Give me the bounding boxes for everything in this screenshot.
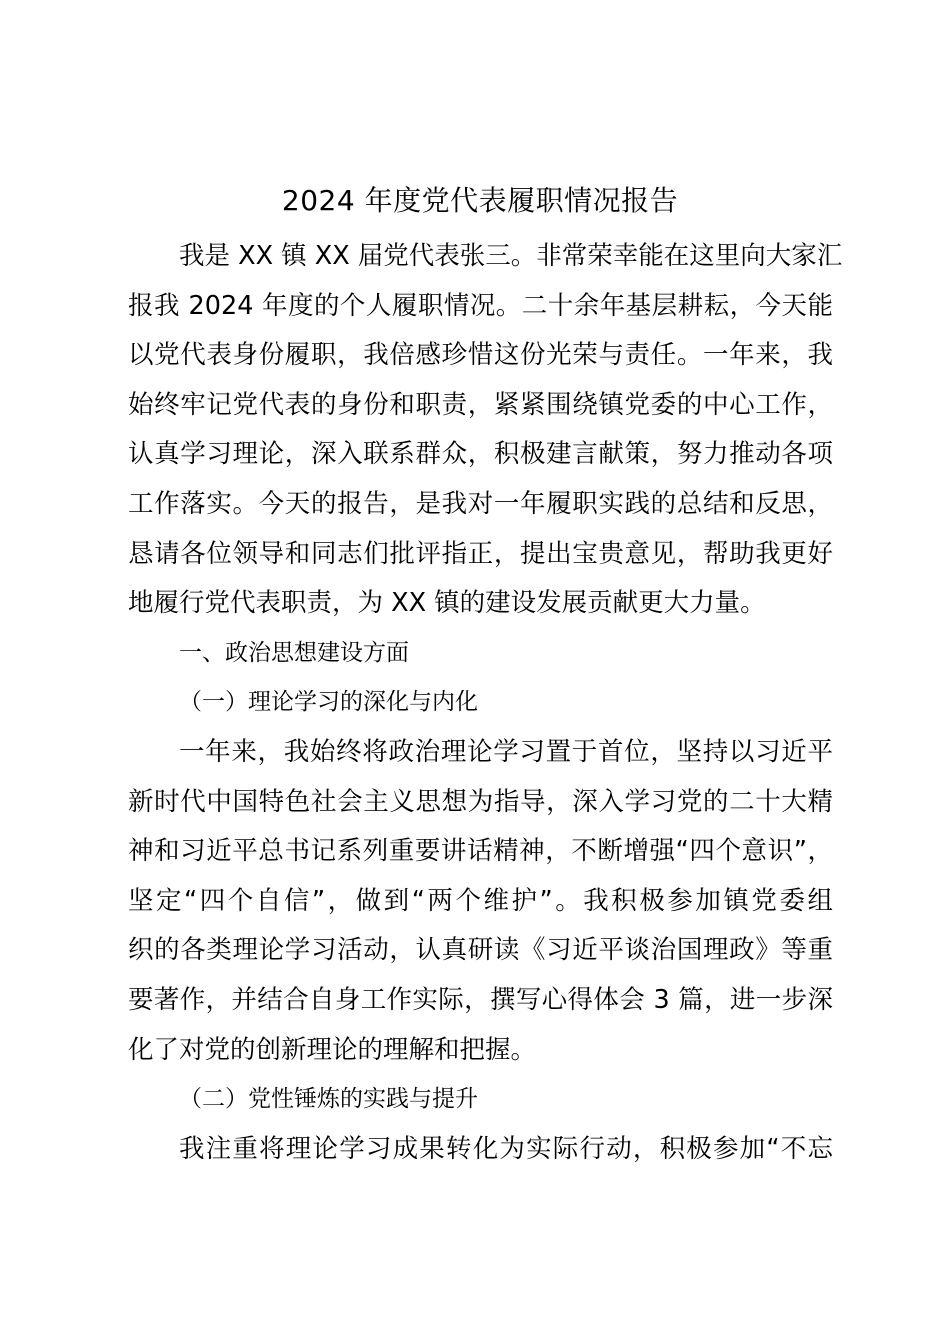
paragraph-line: 认真学习理论，深入联系群众，积极建言献策，努力推动各项 (128, 439, 833, 470)
paragraph-line: 一年来，我始终将政治理论学习置于首位，坚持以习近平 (179, 736, 833, 767)
paragraph-line: 化了对党的创新理论的理解和把握。 (128, 1034, 537, 1065)
paragraph-line: 恳请各位领导和同志们批评指正，提出宝贵意见，帮助我更好 (128, 538, 833, 569)
paragraph-line: 织的各类理论学习活动，认真研读《习近平谈治国理政》等重 (128, 935, 833, 966)
paragraph-line: 新时代中国特色社会主义思想为指导，深入学习党的二十大精 (128, 786, 833, 817)
paragraph-line: 工作落实。今天的报告，是我对一年履职实践的总结和反思， (128, 488, 833, 519)
paragraph-line: 坚定“四个自信”，做到“两个维护”。我积极参加镇党委组 (128, 885, 833, 916)
subsection-heading: （二）党性锤炼的实践与提升 (179, 1086, 478, 1113)
document-body (128, 232, 843, 1174)
paragraph-line: 报我 2024 年度的个人履职情况。二十余年基层耕耘，今天能 (128, 290, 833, 321)
paragraph-line: 我是 XX 镇 XX 届党代表张三。非常荣幸能在这里向大家汇 (179, 241, 843, 271)
paragraph-line: 神和习近平总书记系列重要讲话精神，不断增强“四个意识”， (128, 836, 833, 867)
paragraph-line: 地履行党代表职责，为 XX 镇的建设发展贡献更大力量。 (128, 588, 766, 619)
paragraph-line: 始终牢记党代表的身份和职责，紧紧围绕镇党委的中心工作， (128, 389, 833, 420)
paragraph-line: 我注重将理论学习成果转化为实际行动，积极参加“不忘 (179, 1133, 833, 1164)
paragraph-line: 要著作，并结合自身工作实际，撰写心得体会 3 篇，进一步深 (128, 984, 833, 1015)
paragraph-line: 以党代表身份履职，我倍感珍惜这份光荣与责任。一年来，我 (128, 340, 833, 371)
document-title: 2024 年度党代表履职情况报告 (281, 184, 679, 217)
subsection-heading: （一）理论学习的深化与内化 (179, 689, 478, 716)
section-heading: 一、政治思想建设方面 (179, 639, 409, 666)
